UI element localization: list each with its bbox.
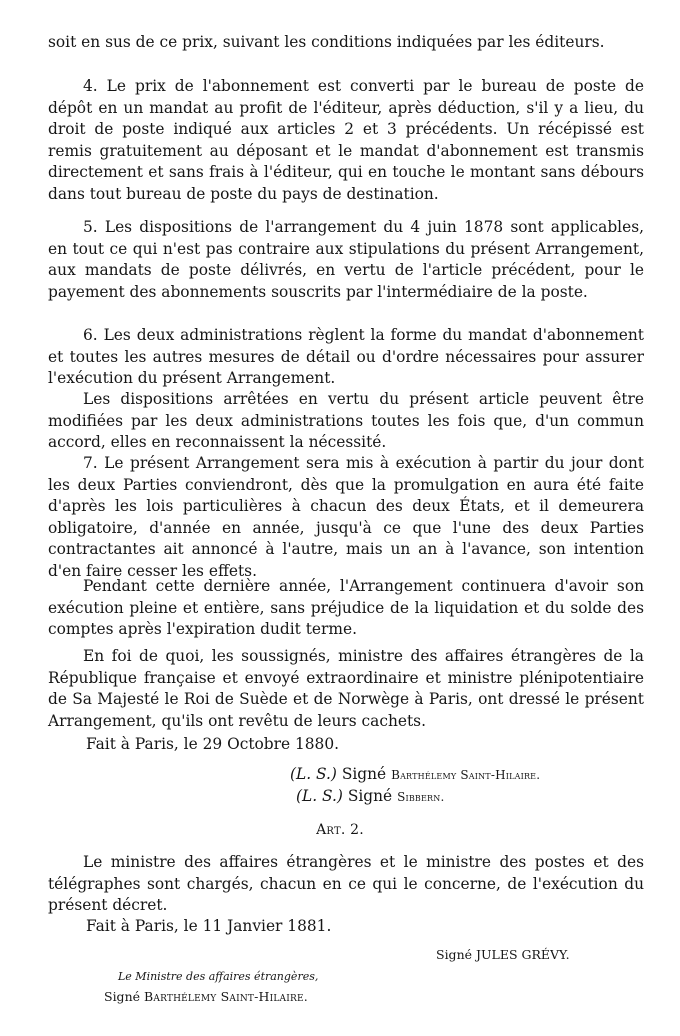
paragraph-article-4: 4. Le prix de l'abonnement est converti par le bureau de poste de dépôt en un mandat au profit de l'éditeur, après déduction, s'il y a lieu, du droit de poste indiqué aux articles 2 et 3 précédents. Un récépissé est remis gratuitement au déposant et le mandat d'abonnement est transmis directement et sans frais à l'éditeur, qui en touche le montant sans débours dans tout bureau de poste du pays de destination.	[48, 77, 644, 203]
paragraph-in-witness: En foi de quoi, les soussignés, ministre des affaires étrangères de la République française et envoyé extraordinaire et ministre plénipotentiaire de Sa Majesté le Roi de Suède et de Norwège à Paris, ont dressé le présent Arrangement, qu'ils ont revêtu de leurs cachets.	[48, 647, 644, 730]
signed-word: Signé	[104, 989, 141, 1004]
minister-title: Le Ministre des affaires étrangères,	[118, 970, 319, 983]
paragraph-article-6: 6. Les deux administrations règlent la forme du mandat d'abonnement et toutes les autres mesures de détail ou d'ordre nécessaires pour assurer l'exécution du présent Arrangement.	[48, 326, 644, 388]
minister-signature	[104, 986, 308, 1008]
signature-line-2	[296, 786, 444, 809]
signed-word: Signé	[341, 765, 387, 783]
seal-mark: (L. S.)	[296, 787, 343, 805]
signatory-name: Sibbern.	[397, 790, 445, 804]
article-2-heading: Art. 2.	[316, 822, 364, 838]
paragraph-article-2: Le ministre des affaires étrangères et le ministre des postes et des télégraphes sont chargés, chacun en ce qui le concerne, de l'exécution du présent décret.	[48, 853, 644, 915]
signed-word: Signé	[347, 787, 393, 805]
signature-line-1	[290, 764, 540, 787]
signatory-name: Barthélemy Saint-Hilaire.	[391, 768, 541, 782]
seal-mark: (L. S.)	[290, 765, 337, 783]
minister-name: Barthélemy Saint-Hilaire.	[144, 989, 308, 1004]
paragraph-article-7: 7. Le présent Arrangement sera mis à exécution à partir du jour dont les deux Parties conviendront, dès que la promulgation en aura été faite d'après les lois particulières à chacun des deux États, et il demeurera obligatoire, d'année en année, jusqu'à ce que l'une des deux Parties contractantes ait annoncé à l'autre, mais un an à l'avance, son intention d'en faire cesser les effets.	[48, 454, 644, 580]
place-date-1880: Fait à Paris, le 29 Octobre 1880.	[86, 735, 340, 753]
paragraph-continuation: soit en sus de ce prix, suivant les conditions indiquées par les éditeurs.	[48, 33, 605, 51]
paragraph-final-year: Pendant cette dernière année, l'Arrangement continuera d'avoir son exécution pleine et entière, sans préjudice de la liquidation et du solde des comptes après l'expiration dudit terme.	[48, 577, 644, 639]
place-date-1881: Fait à Paris, le 11 Janvier 1881.	[86, 917, 332, 935]
paragraph-article-6-modifications: Les dispositions arrêtées en vertu du présent article peuvent être modifiées par les deux administrations toutes les fois que, d'un commun accord, elles en reconnaissent la nécessité.	[48, 390, 644, 452]
paragraph-article-5: 5. Les dispositions de l'arrangement du 4 juin 1878 sont applicables, en tout ce qui n'est pas contraire aux stipulations du présent Arrangement, aux mandats de poste délivrés, en vertu de l'article précédent, pour le payement des abonnements souscrits par l'intermédiaire de la poste.	[48, 218, 644, 301]
president-signature: Signé JULES GRÉVY.	[436, 947, 570, 962]
